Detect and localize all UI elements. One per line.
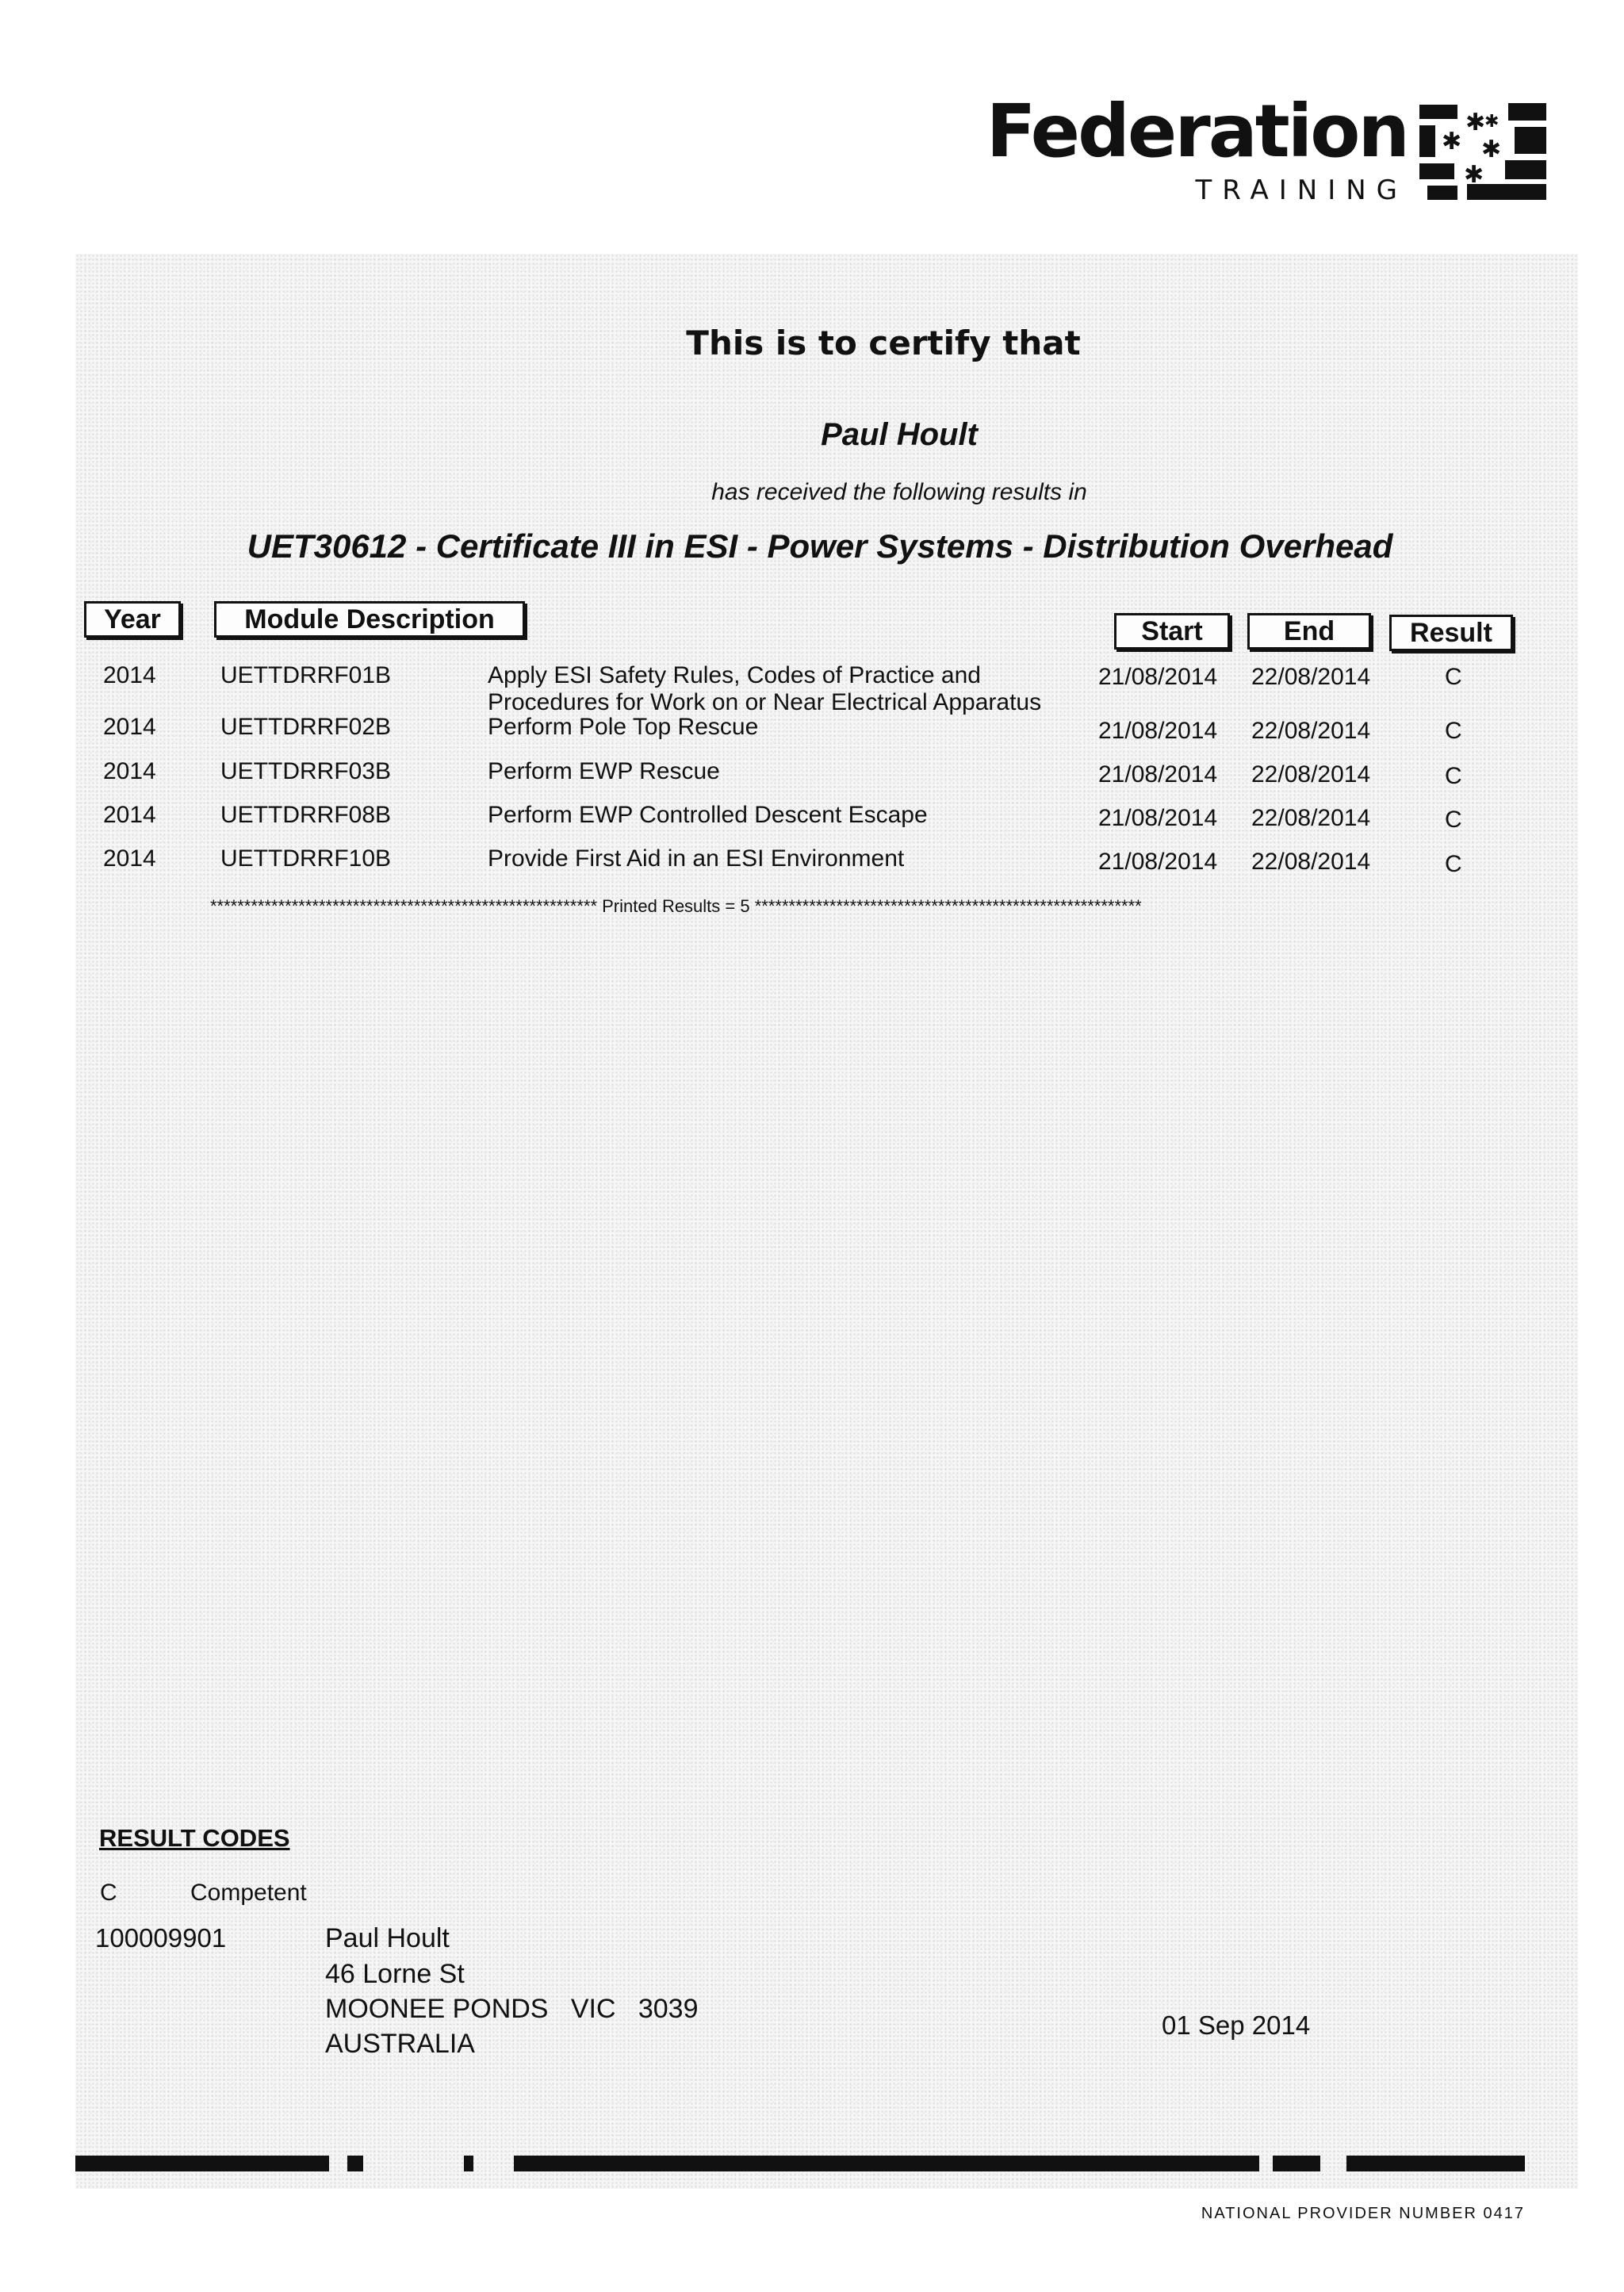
national-provider-number: NATIONAL PROVIDER NUMBER 0417 — [1201, 2205, 1525, 2222]
row-year: 2014 — [103, 845, 156, 872]
row-end-date: 22/08/2014 — [1251, 849, 1371, 875]
svg-text:✱: ✱ — [1484, 112, 1500, 132]
result-codes-title: RESULT CODES — [99, 1824, 290, 1852]
svg-text:✱: ✱ — [1442, 128, 1462, 155]
footer-bar — [464, 2156, 473, 2171]
footer-bar — [514, 2156, 1259, 2171]
row-year: 2014 — [103, 802, 156, 828]
start-header: Start — [1114, 613, 1230, 650]
row-description-continued: Procedures for Work on or Near Electrical Apparatus — [488, 689, 1042, 715]
address-name: Paul Hoult — [325, 1923, 450, 1953]
logo-word: Federation — [986, 89, 1408, 174]
flag-emblem-icon — [1419, 103, 1546, 202]
row-start-date: 21/08/2014 — [1098, 718, 1218, 744]
svg-text:✱: ✱ — [1465, 109, 1486, 136]
row-start-date: 21/08/2014 — [1098, 805, 1218, 831]
footer-bar — [75, 2156, 329, 2171]
address-country: AUSTRALIA — [325, 2029, 475, 2059]
row-result: C — [1445, 851, 1462, 877]
federation-training-logo — [986, 89, 1546, 214]
row-description: Provide First Aid in an ESI Environment — [488, 845, 905, 872]
row-description: Apply ESI Safety Rules, Codes of Practice and — [488, 662, 981, 688]
row-year: 2014 — [103, 758, 156, 784]
student-id: 100009901 — [95, 1923, 227, 1953]
qualification-title: UET30612 - Certificate III in ESI - Power Systems - Distribution Overhead — [247, 527, 1393, 565]
row-result: C — [1445, 807, 1462, 833]
row-module-code: UETTDRRF10B — [220, 845, 392, 872]
footer-bar — [1346, 2156, 1525, 2171]
row-start-date: 21/08/2014 — [1098, 849, 1218, 875]
result-code-meaning: Competent — [190, 1880, 307, 1906]
row-result: C — [1445, 763, 1462, 789]
certify-heading: This is to certify that — [686, 324, 1081, 362]
row-end-date: 22/08/2014 — [1251, 718, 1371, 744]
address-street: 46 Lorne St — [325, 1959, 465, 1989]
printed-results-line: ********************************************************* Printed Results = 5 ********************************************************* — [210, 896, 1142, 916]
row-end-date: 22/08/2014 — [1251, 761, 1371, 788]
row-description: Perform EWP Rescue — [488, 758, 720, 784]
end-header: End — [1247, 613, 1371, 650]
svg-text:✱: ✱ — [1464, 161, 1484, 189]
row-year: 2014 — [103, 714, 156, 740]
row-end-date: 22/08/2014 — [1251, 664, 1371, 690]
row-start-date: 21/08/2014 — [1098, 761, 1218, 788]
footer-bar — [347, 2156, 363, 2171]
row-module-code: UETTDRRF03B — [220, 758, 392, 784]
row-module-code: UETTDRRF01B — [220, 662, 392, 688]
student-name: Paul Hoult — [821, 417, 978, 452]
svg-text:✱: ✱ — [1481, 136, 1502, 163]
result-code-letter: C — [100, 1880, 117, 1906]
issue-date: 01 Sep 2014 — [1162, 2010, 1311, 2040]
address-suburb: MOONEE PONDS VIC 3039 — [325, 1994, 699, 2024]
result-header: Result — [1389, 615, 1513, 651]
row-module-code: UETTDRRF02B — [220, 714, 392, 740]
row-result: C — [1445, 664, 1462, 690]
row-year: 2014 — [103, 662, 156, 688]
row-result: C — [1445, 718, 1462, 744]
footer-bar — [1273, 2156, 1320, 2171]
row-description: Perform EWP Controlled Descent Escape — [488, 802, 928, 828]
year-header: Year — [84, 601, 181, 638]
row-start-date: 21/08/2014 — [1098, 664, 1218, 690]
logo-sub: TRAINING — [1195, 174, 1408, 206]
row-end-date: 22/08/2014 — [1251, 805, 1371, 831]
received-text: has received the following results in — [711, 479, 1087, 505]
row-module-code: UETTDRRF08B — [220, 802, 392, 828]
row-description: Perform Pole Top Rescue — [488, 714, 759, 740]
module-description-header: Module Description — [214, 601, 525, 638]
